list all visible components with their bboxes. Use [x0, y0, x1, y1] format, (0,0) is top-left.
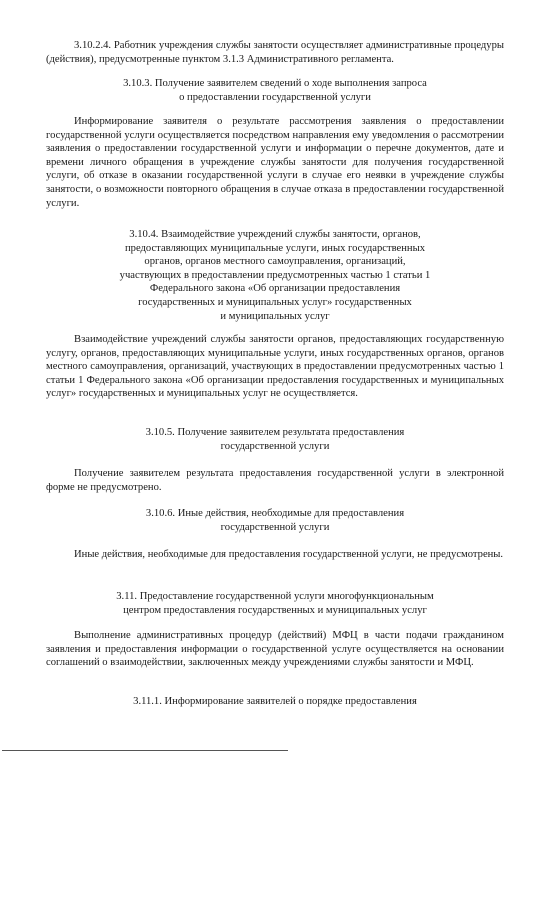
heading-3-10-5: 3.10.5. Получение заявителем результата предоставления государственной услуги [145, 427, 405, 452]
paragraph-interaction: Взаимодействие учреждений службы занятости органов, предоставляющих государственную услугу, органов, предоставляющих муниципальные услуги, иных государственных органов, органов местного самоуправления, организаций, участвующих в предоставлении предусмотренных частью 1 статьи 1 Федерального закона «Об организации предоставления государственных и муниципальных услуг» государственных и муниципальных услуг не осуществляется. [46, 334, 504, 400]
paragraph-3-10-2-4: 3.10.2.4. Работник учреждения службы занятости осуществляет административные процедуры (действия), предусмотренные пунктом 3.1.3 Административного регламента. [46, 40, 504, 65]
heading-3-11: 3.11. Предоставление государственной услуги многофункциональным центром предоставления государственных и муниципальных услуг [116, 591, 434, 616]
heading-3-11-1: 3.11.1. Информирование заявителей о порядке предоставления [133, 696, 417, 707]
heading-3-10-4: 3.10.4. Взаимодействие учреждений службы занятости, органов, предоставляющих муниципальные услуги, иных государственных органов, органов местного самоуправления, организаций, участвующих в предоставлении предусмотренных частью 1 статьи 1 Федерального закона «Об организации предоставления государственных и муниципальных услуг» государственных и муниципальных услуг [119, 229, 431, 322]
paragraph-other-actions: Иные действия, необходимые для предоставления государственной услуги, не предусмотрены. [74, 549, 504, 560]
paragraph-mfc-procedures: Выполнение административных процедур (действий) МФЦ в части подачи гражданином заявления и предоставления информации о государственной услуге осуществляется на основании соглашений о взаимодействии, заключенных между учреждениями службы занятости и МФЦ. [46, 630, 504, 669]
paragraph-result-receipt: Получение заявителем результата предоставления государственной услуги в электронной форме не предусмотрено. [46, 468, 504, 493]
footnote-divider [2, 750, 288, 751]
paragraph-informing-applicant: Информирование заявителя о результате рассмотрения заявления о предоставлении государственной услуги осуществляется посредством направления ему уведомления о рассмотрении заявления о предоставлении государственной услуги и информации о перечне документов, дате и времени личного обращения в учреждение службы занятости для получения государственной услуги, об отказе в оказании государственной услуги в случае его неявки в учреждение службы занятости, о возможности повторного обращения в случае отказа в предоставлении государственной услуги. [46, 116, 504, 209]
heading-3-10-6: 3.10.6. Иные действия, необходимые для предоставления государственной услуги [145, 508, 405, 533]
heading-3-10-3: 3.10.3. Получение заявителем сведений о ходе выполнения запроса о предоставлении государственной услуги [123, 78, 427, 103]
